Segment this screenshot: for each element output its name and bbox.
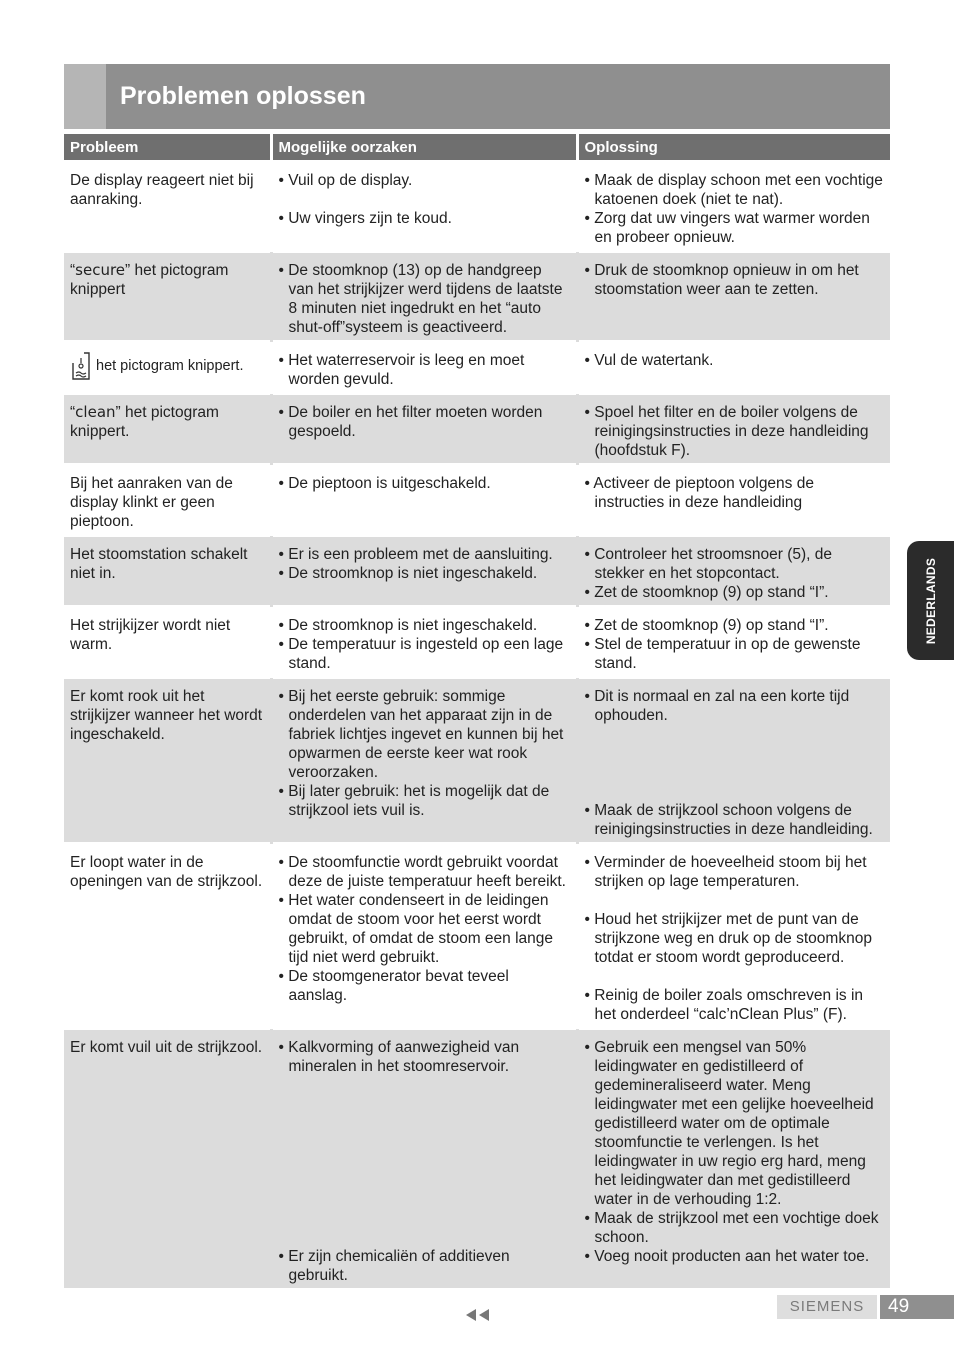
problem-cell: Het stoomstation schakelt niet in. <box>64 536 271 607</box>
list-item: • Dit is normaal en zal na een korte tijd ophouden. <box>584 688 850 724</box>
problem-cell: Er komt rook uit het strijkijzer wanneer het wordt ingeschakeld. <box>64 678 271 844</box>
list-item: • Activeer de pieptoon volgens de instructies in deze handleiding <box>584 475 814 511</box>
list-item: • Vul de watertank. <box>584 352 714 369</box>
solutions-cell <box>577 394 890 465</box>
spacer <box>279 190 570 209</box>
page-title: Problemen oplossen <box>120 82 366 110</box>
list-item: • Gebruik een mengsel van 50% leidingwater en gedistilleerd of gedemineraliseerd water. Meng leidingwater met een gelijke hoeveelheid gedistilleerd water om de optimale stoomfunctie te verlengen. Is het leidingwater in uw regio erg hard, meng het leidingwater dan met gedistilleerd water in de verhouding 1:2. <box>584 1039 874 1208</box>
list-item: • Houd het strijkijzer met de punt van de strijkzone weg en druk op de stoomknop totdat er stoom wordt geproduceerd. <box>584 911 872 966</box>
solutions-cell <box>577 678 890 844</box>
table-row <box>64 607 890 678</box>
table-row <box>64 678 890 844</box>
list-item: • Maak de strijkzool met een vochtige doek schoon. <box>584 1210 879 1246</box>
table-row <box>64 536 890 607</box>
solutions-cell <box>577 607 890 678</box>
list-item: • Kalkvorming of aanwezigheid van mineralen in het stoomreservoir. <box>278 1039 520 1075</box>
problem-cell <box>64 252 271 342</box>
list-item: • Druk de stoomknop opnieuw in om het stoomstation weer aan te zetten. <box>584 262 859 298</box>
list-item: • Maak de strijkzool schoon volgens de reinigingsinstructies in deze handleiding. <box>584 802 873 838</box>
solutions-cell <box>577 536 890 607</box>
list-item: • Zorg dat uw vingers wat warmer worden en probeer opnieuw. <box>584 210 870 246</box>
list-item: • Controleer het stroomsnoer (5), de stekker en het stopcontact. <box>584 546 833 582</box>
display-keyword: secure <box>75 261 126 279</box>
problem-text: “ <box>70 262 76 279</box>
solutions-cell <box>577 342 890 394</box>
page-header <box>64 64 890 129</box>
spacer <box>585 763 885 782</box>
list-item: • De stoomfunctie wordt gebruikt voordat deze de juiste temperatuur heeft bereikt. <box>278 854 566 890</box>
spacer <box>585 744 885 763</box>
table-row <box>64 844 890 1029</box>
list-item: • De pieptoon is uitgeschakeld. <box>278 475 491 492</box>
spacer <box>279 1209 570 1228</box>
list-item: • De boiler en het filter moeten worden gespoeld. <box>278 404 543 440</box>
problem-cell: Er loopt water in de openingen van de strijkzool. <box>64 844 271 1029</box>
spacer <box>585 782 885 801</box>
list-item: • Spoel het filter en de boiler volgens de reinigingsinstructies in deze handleiding (hoofdstuk F). <box>584 404 869 459</box>
solutions-cell <box>577 162 890 252</box>
solutions-cell <box>577 1029 890 1289</box>
solutions-cell <box>577 844 890 1029</box>
list-item: • Voeg nooit producten aan het water toe. <box>584 1248 870 1265</box>
list-item: • Reinig de boiler zoals omschreven is in het onderdeel “calc’nClean Plus” (F). <box>584 987 864 1023</box>
problem-text: ” het pictogram knippert. <box>70 404 219 440</box>
footer-brand: SIEMENS <box>777 1295 877 1319</box>
list-item: • De stoomknop (13) op de handgreep van het strijkijzer werd tijdens de laatste 8 minuten niet ingedrukt en het “auto shut-off”systeem is geactiveerd. <box>278 262 563 336</box>
spacer <box>279 1076 570 1095</box>
list-item: • Verminder de hoeveelheid stoom bij het strijken op lage temperaturen. <box>584 854 867 890</box>
table-row <box>64 162 890 252</box>
language-side-tab <box>907 541 954 660</box>
display-keyword: clean <box>75 403 116 421</box>
problem-text: “ <box>70 404 76 421</box>
header-tab <box>64 64 106 129</box>
causes-cell <box>271 394 577 465</box>
spacer <box>585 891 885 910</box>
causes-cell <box>271 465 577 536</box>
problem-text: ” het pictogram knippert <box>70 262 229 298</box>
problem-cell: De display reageert niet bij aanraking. <box>64 162 271 252</box>
list-item: • Bij later gebruik: het is mogelijk dat de strijkzool iets vuil is. <box>278 783 550 819</box>
causes-cell <box>271 1029 577 1289</box>
column-header-probleem: Probleem <box>64 134 271 162</box>
solutions-cell <box>577 252 890 342</box>
column-header-oorzaken: Mogelijke oorzaken <box>271 134 577 162</box>
list-item: • Zet de stoomknop (9) op stand “I”. <box>584 617 829 634</box>
causes-cell <box>271 844 577 1029</box>
solutions-cell <box>577 465 890 536</box>
list-item: • Er zijn chemicaliën of additieven gebruikt. <box>278 1248 510 1284</box>
page-number: 49 <box>880 1295 954 1319</box>
list-item: • Het waterreservoir is leeg en moet worden gevuld. <box>278 352 525 388</box>
spacer <box>279 1171 570 1190</box>
list-item: • Het water condenseert in de leidingen omdat de stoom voor het eerst wordt gebruikt, of omdat de stoom een lange tijd niet werd gebruikt. <box>278 892 554 966</box>
spacer <box>585 725 885 744</box>
list-item: • De stroomknop is niet ingeschakeld. <box>278 565 538 582</box>
list-item: • Zet de stoomknop (9) op stand “I”. <box>584 584 829 601</box>
side-tab-label: NEDERLANDS <box>923 557 938 644</box>
spacer <box>279 1133 570 1152</box>
troubleshooting-table <box>64 134 890 1288</box>
problem-cell: Er komt vuil uit de strijkzool. <box>64 1029 271 1289</box>
water-tank-icon <box>70 351 92 381</box>
problem-cell <box>64 394 271 465</box>
causes-cell <box>271 342 577 394</box>
table-row <box>64 394 890 465</box>
table-row <box>64 252 890 342</box>
causes-cell <box>271 678 577 844</box>
table-row <box>64 342 890 394</box>
table-header <box>64 134 890 162</box>
column-header-oplossing: Oplossing <box>577 134 890 162</box>
spacer <box>279 1114 570 1133</box>
causes-cell <box>271 536 577 607</box>
list-item: • Vuil op de display. <box>278 172 413 189</box>
list-item: • Stel de temperatuur in op de gewenste stand. <box>584 636 861 672</box>
causes-cell <box>271 607 577 678</box>
back-arrows-icon[interactable] <box>464 1308 492 1322</box>
list-item: • De stroomknop is niet ingeschakeld. <box>278 617 538 634</box>
spacer <box>585 967 885 986</box>
list-item: • Uw vingers zijn te koud. <box>278 210 452 227</box>
problem-cell: Het strijkijzer wordt niet warm. <box>64 607 271 678</box>
spacer <box>279 1152 570 1171</box>
causes-cell <box>271 162 577 252</box>
list-item: • De temperatuur is ingesteld op een lage stand. <box>278 636 564 672</box>
causes-cell <box>271 252 577 342</box>
list-item: • Bij het eerste gebruik: sommige onderdelen van het apparaat zijn in de fabriek lichtjes ingevet en kunnen bij het opwarmen de eerste keer wat rook veroorzaken. <box>278 688 564 781</box>
table-row <box>64 1029 890 1289</box>
list-item: • Er is een probleem met de aansluiting. <box>278 546 553 563</box>
spacer <box>279 1095 570 1114</box>
list-item: • Maak de display schoon met een vochtige katoenen doek (niet te nat). <box>584 172 883 208</box>
spacer <box>279 1190 570 1209</box>
problem-cell <box>64 342 271 394</box>
problem-text: het pictogram knippert. <box>96 358 244 375</box>
spacer <box>279 1228 570 1247</box>
problem-cell: Bij het aanraken van de display klinkt er geen pieptoon. <box>64 465 271 536</box>
list-item: • De stoomgenerator bevat teveel aanslag. <box>278 968 509 1004</box>
table-row <box>64 465 890 536</box>
